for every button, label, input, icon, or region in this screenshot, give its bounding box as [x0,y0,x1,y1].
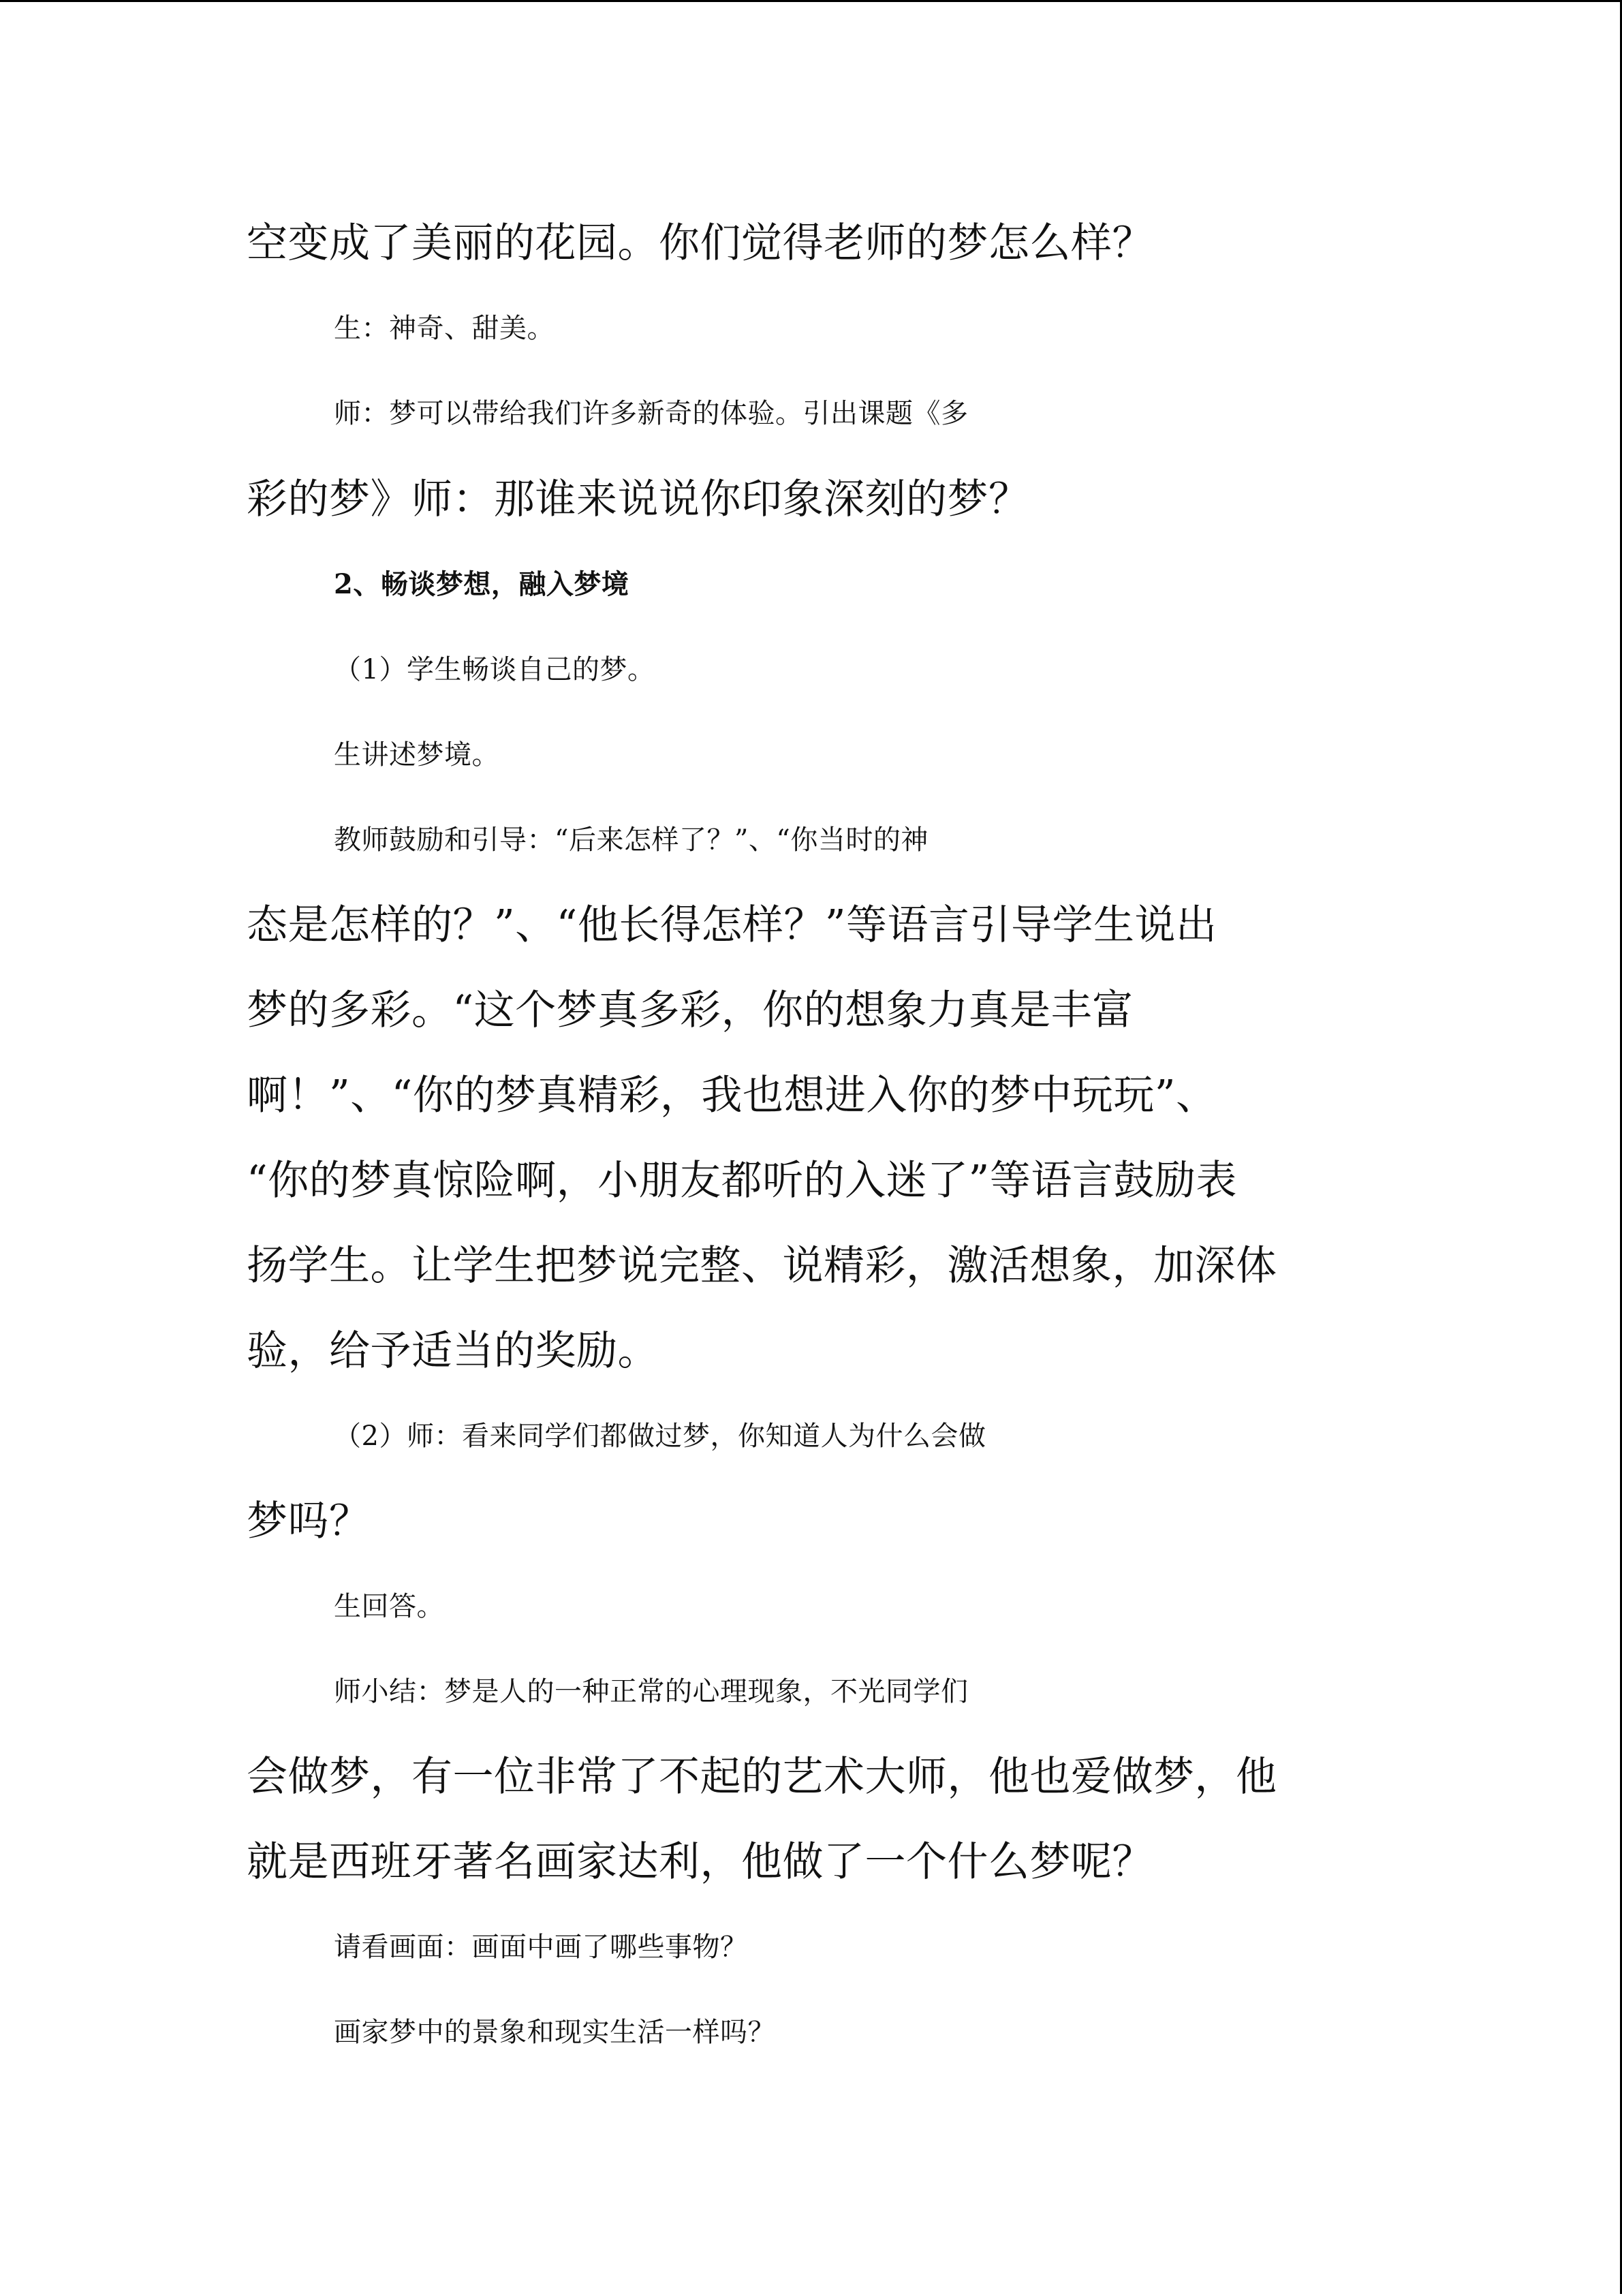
text-line: 教师鼓励和引导：“后来怎样了？”、“你当时的神 [334,824,929,856]
text-line: 生讲述梦境。 [334,739,499,771]
text-line: （2）师：看来同学们都做过梦，你知道人为什么会做 [334,1421,986,1452]
text-line: 师：梦可以带给我们许多新奇的体验。引出课题《多 [334,398,969,429]
text-line: “你的梦真惊险啊，小朋友都听的入迷了”等语言鼓励表 [247,1157,1237,1205]
text-line: 画家梦中的景象和现实生活一样吗？ [334,2017,775,2048]
text-line: 会做梦，有一位非常了不起的艺术大师，他也爱做梦，他 [247,1753,1277,1801]
text-line: 梦吗？ [247,1498,371,1545]
text-line: 梦的多彩。“这个梦真多彩，你的想象力真是丰富 [247,987,1134,1034]
document-page [247,2,1364,2296]
text-line: 师小结：梦是人的一种正常的心理现象，不光同学们 [334,1676,969,1707]
text-line: 验，给予适当的奖励。 [247,1327,659,1375]
text-line: 请看画面：画面中画了哪些事物？ [334,1932,748,1963]
text-line: 空变成了美丽的花园。你们觉得老师的梦怎么样？ [247,219,1153,267]
text-line: 啊！”、“你的梦真精彩，我也想进入你的梦中玩玩”、 [247,1072,1217,1119]
section-heading: 2、畅谈梦想，融入梦境 [334,568,629,600]
text-line: 态是怎样的？”、“他长得怎样？”等语言引导学生说出 [247,901,1217,949]
text-line: 就是西班牙著名画家达利，他做了一个什么梦呢？ [247,1838,1153,1886]
text-line: 生：神奇、甜美。 [334,313,555,344]
text-line: （1）学生畅谈自己的梦。 [334,654,655,685]
text-line: 扬学生。让学生把梦说完整、说精彩，激活想象，加深体 [247,1242,1277,1290]
text-line: 彩的梦》师：那谁来说说你印象深刻的梦？ [247,476,1030,523]
text-line: 生回答。 [334,1591,444,1622]
